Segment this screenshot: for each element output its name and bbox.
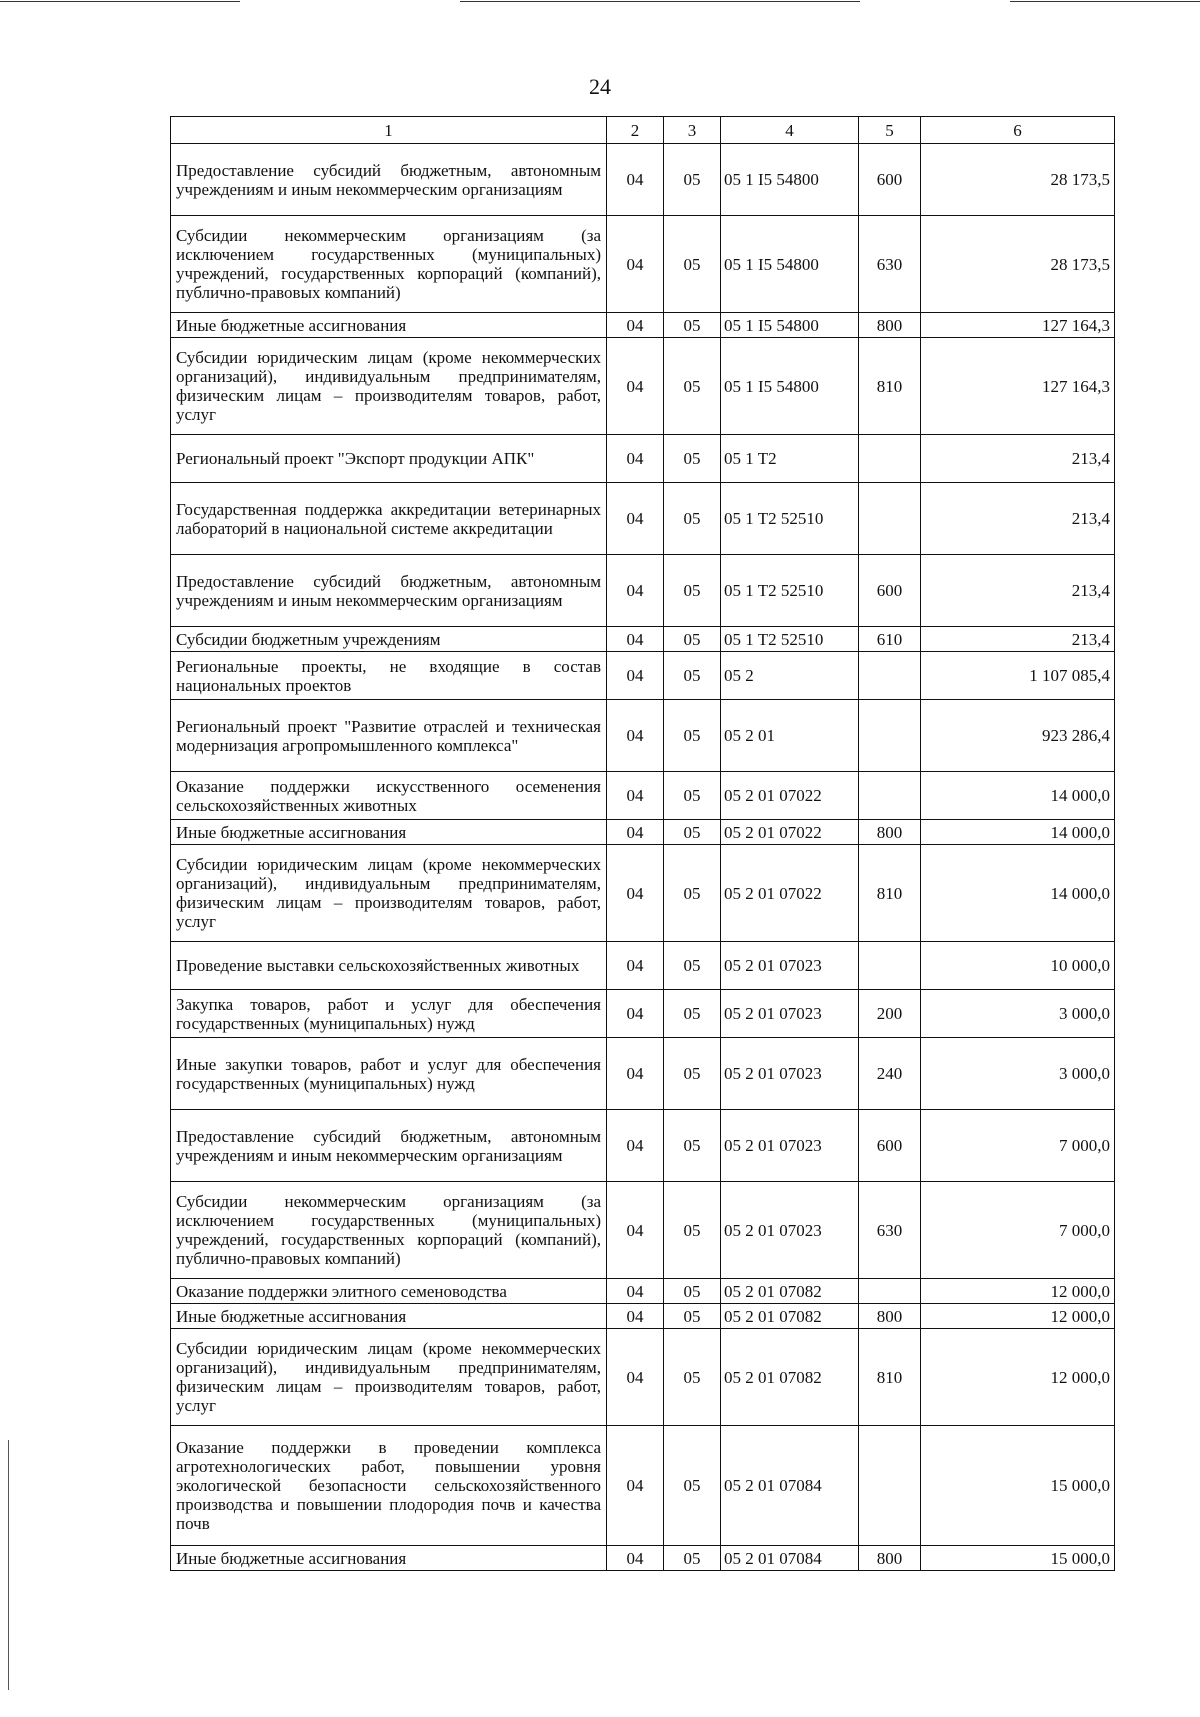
cell-subsection: 05 — [664, 772, 721, 820]
cell-name: Иные закупки товаров, работ и услуг для обеспечения государственных (муниципальных) нужд — [171, 1038, 607, 1110]
scan-margin-line — [8, 1440, 9, 1690]
cell-name: Иные бюджетные ассигнования — [171, 1546, 607, 1571]
cell-expense-type: 800 — [859, 1546, 921, 1571]
cell-amount: 28 173,5 — [921, 144, 1115, 216]
cell-name: Оказание поддержки искусственного осеменения сельскохозяйственных животных — [171, 772, 607, 820]
table-row — [171, 144, 1115, 216]
table-row — [171, 1426, 1115, 1546]
cell-target-article: 05 1 I5 54800 — [721, 144, 859, 216]
cell-amount: 3 000,0 — [921, 1038, 1115, 1110]
table-row — [171, 1329, 1115, 1426]
cell-name: Иные бюджетные ассигнования — [171, 313, 607, 338]
table-row — [171, 435, 1115, 483]
cell-expense-type: 630 — [859, 1182, 921, 1279]
cell-subsection: 05 — [664, 313, 721, 338]
cell-amount: 213,4 — [921, 483, 1115, 555]
cell-subsection: 05 — [664, 990, 721, 1038]
cell-target-article: 05 2 01 07022 — [721, 772, 859, 820]
table-row — [171, 700, 1115, 772]
cell-subsection: 05 — [664, 1426, 721, 1546]
column-header: 4 — [721, 117, 859, 144]
cell-name: Субсидии некоммерческим организациям (за исключением государственных (муниципальных) учреждений, государственных корпораций (компаний), публично-правовых компаний) — [171, 216, 607, 313]
table-row — [171, 1279, 1115, 1304]
cell-amount: 7 000,0 — [921, 1110, 1115, 1182]
cell-target-article: 05 2 01 07022 — [721, 845, 859, 942]
cell-name: Субсидии бюджетным учреждениям — [171, 627, 607, 652]
table-row — [171, 652, 1115, 700]
cell-subsection: 05 — [664, 555, 721, 627]
cell-section: 04 — [607, 845, 664, 942]
cell-target-article: 05 2 01 07084 — [721, 1426, 859, 1546]
cell-section: 04 — [607, 627, 664, 652]
cell-expense-type: 200 — [859, 990, 921, 1038]
page-number: 24 — [589, 74, 611, 99]
table-row — [171, 555, 1115, 627]
cell-name: Проведение выставки сельскохозяйственных животных — [171, 942, 607, 990]
cell-expense-type: 610 — [859, 627, 921, 652]
cell-target-article: 05 1 T2 — [721, 435, 859, 483]
cell-subsection: 05 — [664, 1110, 721, 1182]
cell-subsection: 05 — [664, 435, 721, 483]
cell-section: 04 — [607, 1110, 664, 1182]
cell-target-article: 05 2 01 07023 — [721, 1182, 859, 1279]
cell-expense-type: 800 — [859, 313, 921, 338]
cell-name: Иные бюджетные ассигнования — [171, 820, 607, 845]
cell-target-article: 05 1 I5 54800 — [721, 338, 859, 435]
cell-amount: 3 000,0 — [921, 990, 1115, 1038]
cell-name: Закупка товаров, работ и услуг для обеспечения государственных (муниципальных) нужд — [171, 990, 607, 1038]
table-row — [171, 338, 1115, 435]
budget-table — [170, 116, 1115, 1571]
cell-subsection: 05 — [664, 700, 721, 772]
table-row — [171, 820, 1115, 845]
cell-target-article: 05 1 I5 54800 — [721, 216, 859, 313]
cell-expense-type — [859, 1426, 921, 1546]
cell-section: 04 — [607, 1329, 664, 1426]
cell-amount: 14 000,0 — [921, 845, 1115, 942]
cell-section: 04 — [607, 216, 664, 313]
cell-expense-type: 630 — [859, 216, 921, 313]
column-header: 5 — [859, 117, 921, 144]
cell-target-article: 05 2 01 07082 — [721, 1304, 859, 1329]
cell-subsection: 05 — [664, 1546, 721, 1571]
cell-subsection: 05 — [664, 338, 721, 435]
cell-target-article: 05 2 01 07023 — [721, 990, 859, 1038]
cell-section: 04 — [607, 1546, 664, 1571]
cell-target-article: 05 1 T2 52510 — [721, 555, 859, 627]
cell-name: Региональные проекты, не входящие в состав национальных проектов — [171, 652, 607, 700]
cell-amount: 127 164,3 — [921, 313, 1115, 338]
cell-section: 04 — [607, 1426, 664, 1546]
cell-expense-type — [859, 435, 921, 483]
cell-name: Субсидии юридическим лицам (кроме некоммерческих организаций), индивидуальным предпринимателям, физическим лицам – производителям товаров, работ, услуг — [171, 338, 607, 435]
cell-section: 04 — [607, 1038, 664, 1110]
table-header-row — [171, 117, 1115, 144]
cell-amount: 1 107 085,4 — [921, 652, 1115, 700]
column-header: 1 — [171, 117, 607, 144]
table-row — [171, 772, 1115, 820]
cell-subsection: 05 — [664, 216, 721, 313]
cell-expense-type: 600 — [859, 1110, 921, 1182]
cell-amount: 28 173,5 — [921, 216, 1115, 313]
cell-section: 04 — [607, 313, 664, 338]
cell-name: Субсидии некоммерческим организациям (за исключением государственных (муниципальных) учреждений, государственных корпораций (компаний), публично-правовых компаний) — [171, 1182, 607, 1279]
cell-target-article: 05 2 01 07084 — [721, 1546, 859, 1571]
cell-expense-type: 810 — [859, 845, 921, 942]
cell-name: Региональный проект "Экспорт продукции АПК" — [171, 435, 607, 483]
scan-top-edge-line — [460, 1, 860, 2]
table-row — [171, 216, 1115, 313]
cell-name: Субсидии юридическим лицам (кроме некоммерческих организаций), индивидуальным предпринимателям, физическим лицам – производителям товаров, работ, услуг — [171, 845, 607, 942]
cell-amount: 15 000,0 — [921, 1426, 1115, 1546]
cell-amount: 14 000,0 — [921, 820, 1115, 845]
cell-name: Региональный проект "Развитие отраслей и техническая модернизация агропромышленного комплекса" — [171, 700, 607, 772]
cell-subsection: 05 — [664, 627, 721, 652]
cell-section: 04 — [607, 990, 664, 1038]
cell-section: 04 — [607, 652, 664, 700]
cell-name: Предоставление субсидий бюджетным, автономным учреждениям и иным некоммерческим организациям — [171, 555, 607, 627]
cell-expense-type: 810 — [859, 338, 921, 435]
cell-amount: 127 164,3 — [921, 338, 1115, 435]
cell-expense-type — [859, 700, 921, 772]
cell-target-article: 05 2 01 07082 — [721, 1279, 859, 1304]
table-row — [171, 942, 1115, 990]
column-header: 3 — [664, 117, 721, 144]
cell-amount: 14 000,0 — [921, 772, 1115, 820]
cell-target-article: 05 1 T2 52510 — [721, 627, 859, 652]
cell-section: 04 — [607, 942, 664, 990]
cell-amount: 12 000,0 — [921, 1329, 1115, 1426]
cell-target-article: 05 1 I5 54800 — [721, 313, 859, 338]
cell-target-article: 05 2 — [721, 652, 859, 700]
cell-subsection: 05 — [664, 652, 721, 700]
table-row — [171, 1182, 1115, 1279]
cell-expense-type — [859, 1279, 921, 1304]
scan-top-edge-line — [0, 1, 240, 2]
cell-name: Оказание поддержки элитного семеноводства — [171, 1279, 607, 1304]
cell-target-article: 05 1 T2 52510 — [721, 483, 859, 555]
cell-target-article: 05 2 01 07023 — [721, 942, 859, 990]
cell-expense-type — [859, 942, 921, 990]
table-body — [171, 144, 1115, 1571]
table-row — [171, 483, 1115, 555]
cell-amount: 12 000,0 — [921, 1304, 1115, 1329]
cell-expense-type — [859, 652, 921, 700]
cell-amount: 7 000,0 — [921, 1182, 1115, 1279]
cell-name: Субсидии юридическим лицам (кроме некоммерческих организаций), индивидуальным предпринимателям, физическим лицам – производителям товаров, работ, услуг — [171, 1329, 607, 1426]
cell-section: 04 — [607, 483, 664, 555]
table-row — [171, 627, 1115, 652]
table-row — [171, 1110, 1115, 1182]
cell-expense-type: 800 — [859, 1304, 921, 1329]
cell-section: 04 — [607, 700, 664, 772]
cell-expense-type: 600 — [859, 144, 921, 216]
cell-subsection: 05 — [664, 1329, 721, 1426]
cell-amount: 213,4 — [921, 555, 1115, 627]
cell-target-article: 05 2 01 07023 — [721, 1038, 859, 1110]
table-row — [171, 1038, 1115, 1110]
cell-name: Иные бюджетные ассигнования — [171, 1304, 607, 1329]
cell-name: Государственная поддержка аккредитации ветеринарных лабораторий в национальной системе аккредитации — [171, 483, 607, 555]
cell-amount: 213,4 — [921, 435, 1115, 483]
cell-expense-type: 600 — [859, 555, 921, 627]
cell-target-article: 05 2 01 07022 — [721, 820, 859, 845]
cell-name: Предоставление субсидий бюджетным, автономным учреждениям и иным некоммерческим организациям — [171, 144, 607, 216]
table-row — [171, 313, 1115, 338]
cell-target-article: 05 2 01 07082 — [721, 1329, 859, 1426]
column-header: 6 — [921, 117, 1115, 144]
cell-expense-type — [859, 772, 921, 820]
cell-subsection: 05 — [664, 1304, 721, 1329]
cell-section: 04 — [607, 144, 664, 216]
cell-amount: 12 000,0 — [921, 1279, 1115, 1304]
cell-section: 04 — [607, 820, 664, 845]
cell-amount: 10 000,0 — [921, 942, 1115, 990]
cell-section: 04 — [607, 772, 664, 820]
cell-expense-type — [859, 483, 921, 555]
cell-subsection: 05 — [664, 144, 721, 216]
cell-expense-type: 800 — [859, 820, 921, 845]
cell-name: Оказание поддержки в проведении комплекса агротехнологических работ, повышении уровня экологической безопасности сельскохозяйственного производства и повышении плодородия почв и качества почв — [171, 1426, 607, 1546]
cell-section: 04 — [607, 435, 664, 483]
cell-target-article: 05 2 01 07023 — [721, 1110, 859, 1182]
cell-section: 04 — [607, 555, 664, 627]
cell-subsection: 05 — [664, 1279, 721, 1304]
table-row — [171, 845, 1115, 942]
cell-amount: 213,4 — [921, 627, 1115, 652]
cell-section: 04 — [607, 1279, 664, 1304]
cell-target-article: 05 2 01 — [721, 700, 859, 772]
column-header: 2 — [607, 117, 664, 144]
cell-subsection: 05 — [664, 1038, 721, 1110]
scan-top-edge-line — [1010, 1, 1200, 2]
cell-expense-type: 240 — [859, 1038, 921, 1110]
cell-subsection: 05 — [664, 483, 721, 555]
cell-amount: 15 000,0 — [921, 1546, 1115, 1571]
cell-subsection: 05 — [664, 942, 721, 990]
cell-expense-type: 810 — [859, 1329, 921, 1426]
table-row — [171, 990, 1115, 1038]
table-row — [171, 1304, 1115, 1329]
cell-section: 04 — [607, 1304, 664, 1329]
cell-amount: 923 286,4 — [921, 700, 1115, 772]
cell-section: 04 — [607, 338, 664, 435]
cell-section: 04 — [607, 1182, 664, 1279]
cell-subsection: 05 — [664, 820, 721, 845]
cell-subsection: 05 — [664, 1182, 721, 1279]
cell-subsection: 05 — [664, 845, 721, 942]
cell-name: Предоставление субсидий бюджетным, автономным учреждениям и иным некоммерческим организациям — [171, 1110, 607, 1182]
table-row — [171, 1546, 1115, 1571]
